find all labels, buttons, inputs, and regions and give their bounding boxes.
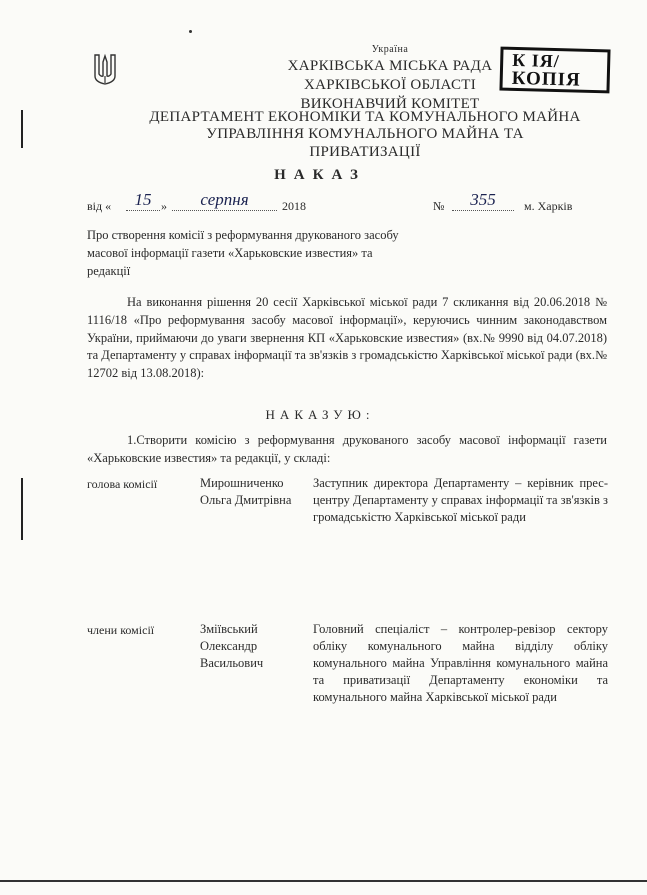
speck (189, 30, 192, 33)
member-position: Заступник директора Департаменту – керівник прес-центру Департаменту у справах інформації та зв'язків з громадськістю Харківської міської ради (313, 476, 608, 524)
header-country: Україна (371, 44, 409, 55)
header-line-6: ПРИВАТИЗАЦІЇ (309, 144, 421, 160)
order-directive-heading: НАКАЗУЮ: (265, 407, 375, 422)
stamp-line-2: КОПІЯ (511, 67, 582, 91)
date-prefix: від « (87, 199, 112, 213)
binding-mark (21, 110, 23, 148)
member-role: голова комісії (87, 477, 158, 491)
date-month: серпня (172, 190, 277, 211)
stamp-line-1: К ІЯ/ (511, 49, 561, 72)
preamble: На виконання рішення 20 сесії Харківської міської ради 7 скликання від 20.06.2018 № 1116/18 «Про реформування засобу масової інформації», керуючись чинним законодавством України, приймаючи до уваги звернення КП «Харьковские известия» (вх.№ 9990 від 04.07.2018) та Департаменту у справах інформації та зв'язків з громадськістю Харківської міської ради (вх.№ 12702 від 13.08.2018): (87, 295, 607, 381)
member-role: члени комісії (87, 623, 155, 637)
header-line-2: ХАРКІВСЬКОЇ ОБЛАСТІ (303, 77, 477, 93)
date-day: 15 (126, 190, 160, 211)
page-bottom-edge (0, 880, 647, 882)
header-line-1: ХАРКІВСЬКА МІСЬКА РАДА (287, 58, 493, 74)
order-number: 355 (452, 190, 514, 211)
copy-stamp (499, 47, 610, 94)
member-position: Головний спеціаліст – контролер-ревізор сектору обліку комунального майна відділу обліку комунального майна Управління комунального майна та приватизації Департаменту економіки та комунального майна Харківської міської ради (313, 622, 608, 704)
member-name: Мирошниченко Ольга Дмитрівна (200, 476, 292, 507)
binding-mark (21, 478, 23, 540)
member-name: Зміївський Олександр Васильович (200, 622, 264, 670)
header-line-3: ВИКОНАВЧИЙ КОМІТЕТ (300, 96, 480, 112)
city: м. Харків (524, 199, 573, 213)
date-mid: » (161, 199, 167, 213)
date-year: 2018 (282, 199, 306, 213)
item-1: 1.Створити комісію з реформування друкованого засобу масової інформації газети «Харьковские известия» та редакції, у складі: (87, 433, 607, 465)
document-title: НАКАЗ (274, 167, 366, 183)
order-number-prefix: № (433, 199, 445, 213)
order-subject: Про створення комісії з реформування друкованого засобу масової інформації газети «Харьковские известия» та редакції (87, 228, 399, 278)
header-line-5: УПРАВЛІННЯ КОМУНАЛЬНОГО МАЙНА ТА (206, 126, 524, 142)
header-line-4: ДЕПАРТАМЕНТ ЕКОНОМІКИ ТА КОМУНАЛЬНОГО МАЙНА (149, 109, 581, 125)
